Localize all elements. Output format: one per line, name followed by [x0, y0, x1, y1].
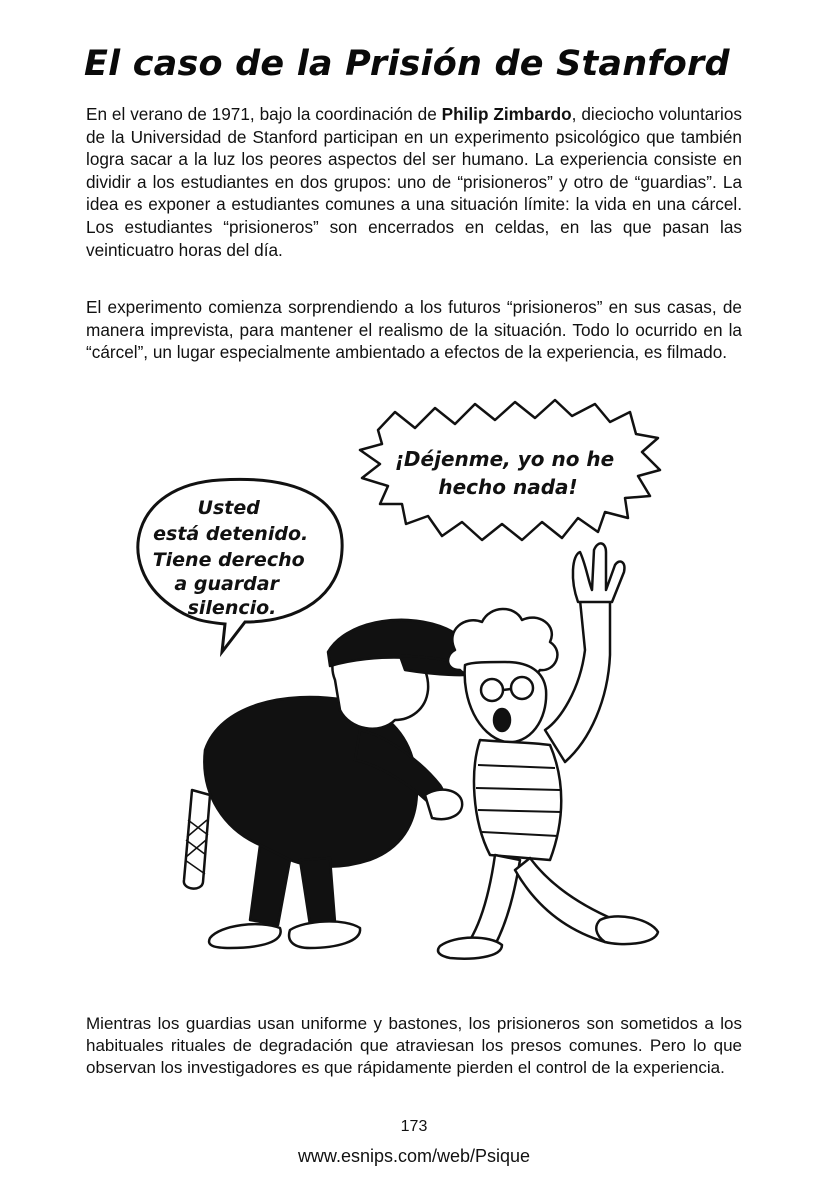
- cartoon-illustration: [110, 390, 720, 980]
- prisoner-figure: [438, 543, 658, 958]
- prisoner-shout-line: ¡Déjenme, yo no he: [394, 447, 615, 471]
- guard-speech-line: Usted: [197, 497, 260, 519]
- intro-text-end: , dieciocho voluntarios de la Universidad de Stanford participan en un experimento psicológico que también logra sacar a la luz los peores aspectos del ser humano. La experiencia consiste en dividir a los estudiantes en dos grupos: uno de “prisioneros” y otro de “guardias”. La idea es exponer a estudiantes comunes a una situación límite: la vida en una cárcel. Los estudiantes “prisioneros” son encerrados en celdas, en las que pasan las veinticuatro horas del día.: [86, 104, 742, 260]
- guard-speech-line: a guardar: [174, 573, 279, 595]
- intro-paragraph: [86, 103, 742, 261]
- intro-text-start: En el verano de 1971, bajo la coordinación de: [86, 104, 442, 124]
- researcher-name: Philip Zimbardo: [441, 104, 572, 124]
- grabbing-hand: [425, 790, 462, 819]
- guard-speech-line: está detenido.: [153, 523, 309, 545]
- guard-figure: [184, 620, 482, 948]
- guard-speech-bubble: [138, 479, 342, 652]
- page-number: 173: [400, 1118, 428, 1135]
- experiment-paragraph: El experimento comienza sorprendiendo a los futuros “prisioneros” en sus casas, de manera imprevista, para mantener el realismo de la situación. Todo lo ocurrido en la “cárcel”, un lugar especialmente ambientado a efectos de la experiencia, es filmado.: [86, 297, 742, 363]
- footer-url: www.esnips.com/web/Psique: [297, 1146, 531, 1166]
- prisoner-shout-bubble: [360, 400, 660, 540]
- page-title: El caso de la Prisión de Stanford: [84, 44, 730, 84]
- guard-speech-line: silencio.: [187, 597, 277, 619]
- guard-speech-line: Tiene derecho: [152, 549, 305, 571]
- closing-paragraph: Mientras los guardias usan uniforme y bastones, los prisioneros son sometidos a los habituales rituales de degradación que atraviesan los presos comunes. Pero lo que observan los investigadores es que rápidamente pierden el control de la experiencia.: [86, 1014, 742, 1077]
- prisoner-shout-line: hecho nada!: [438, 475, 578, 499]
